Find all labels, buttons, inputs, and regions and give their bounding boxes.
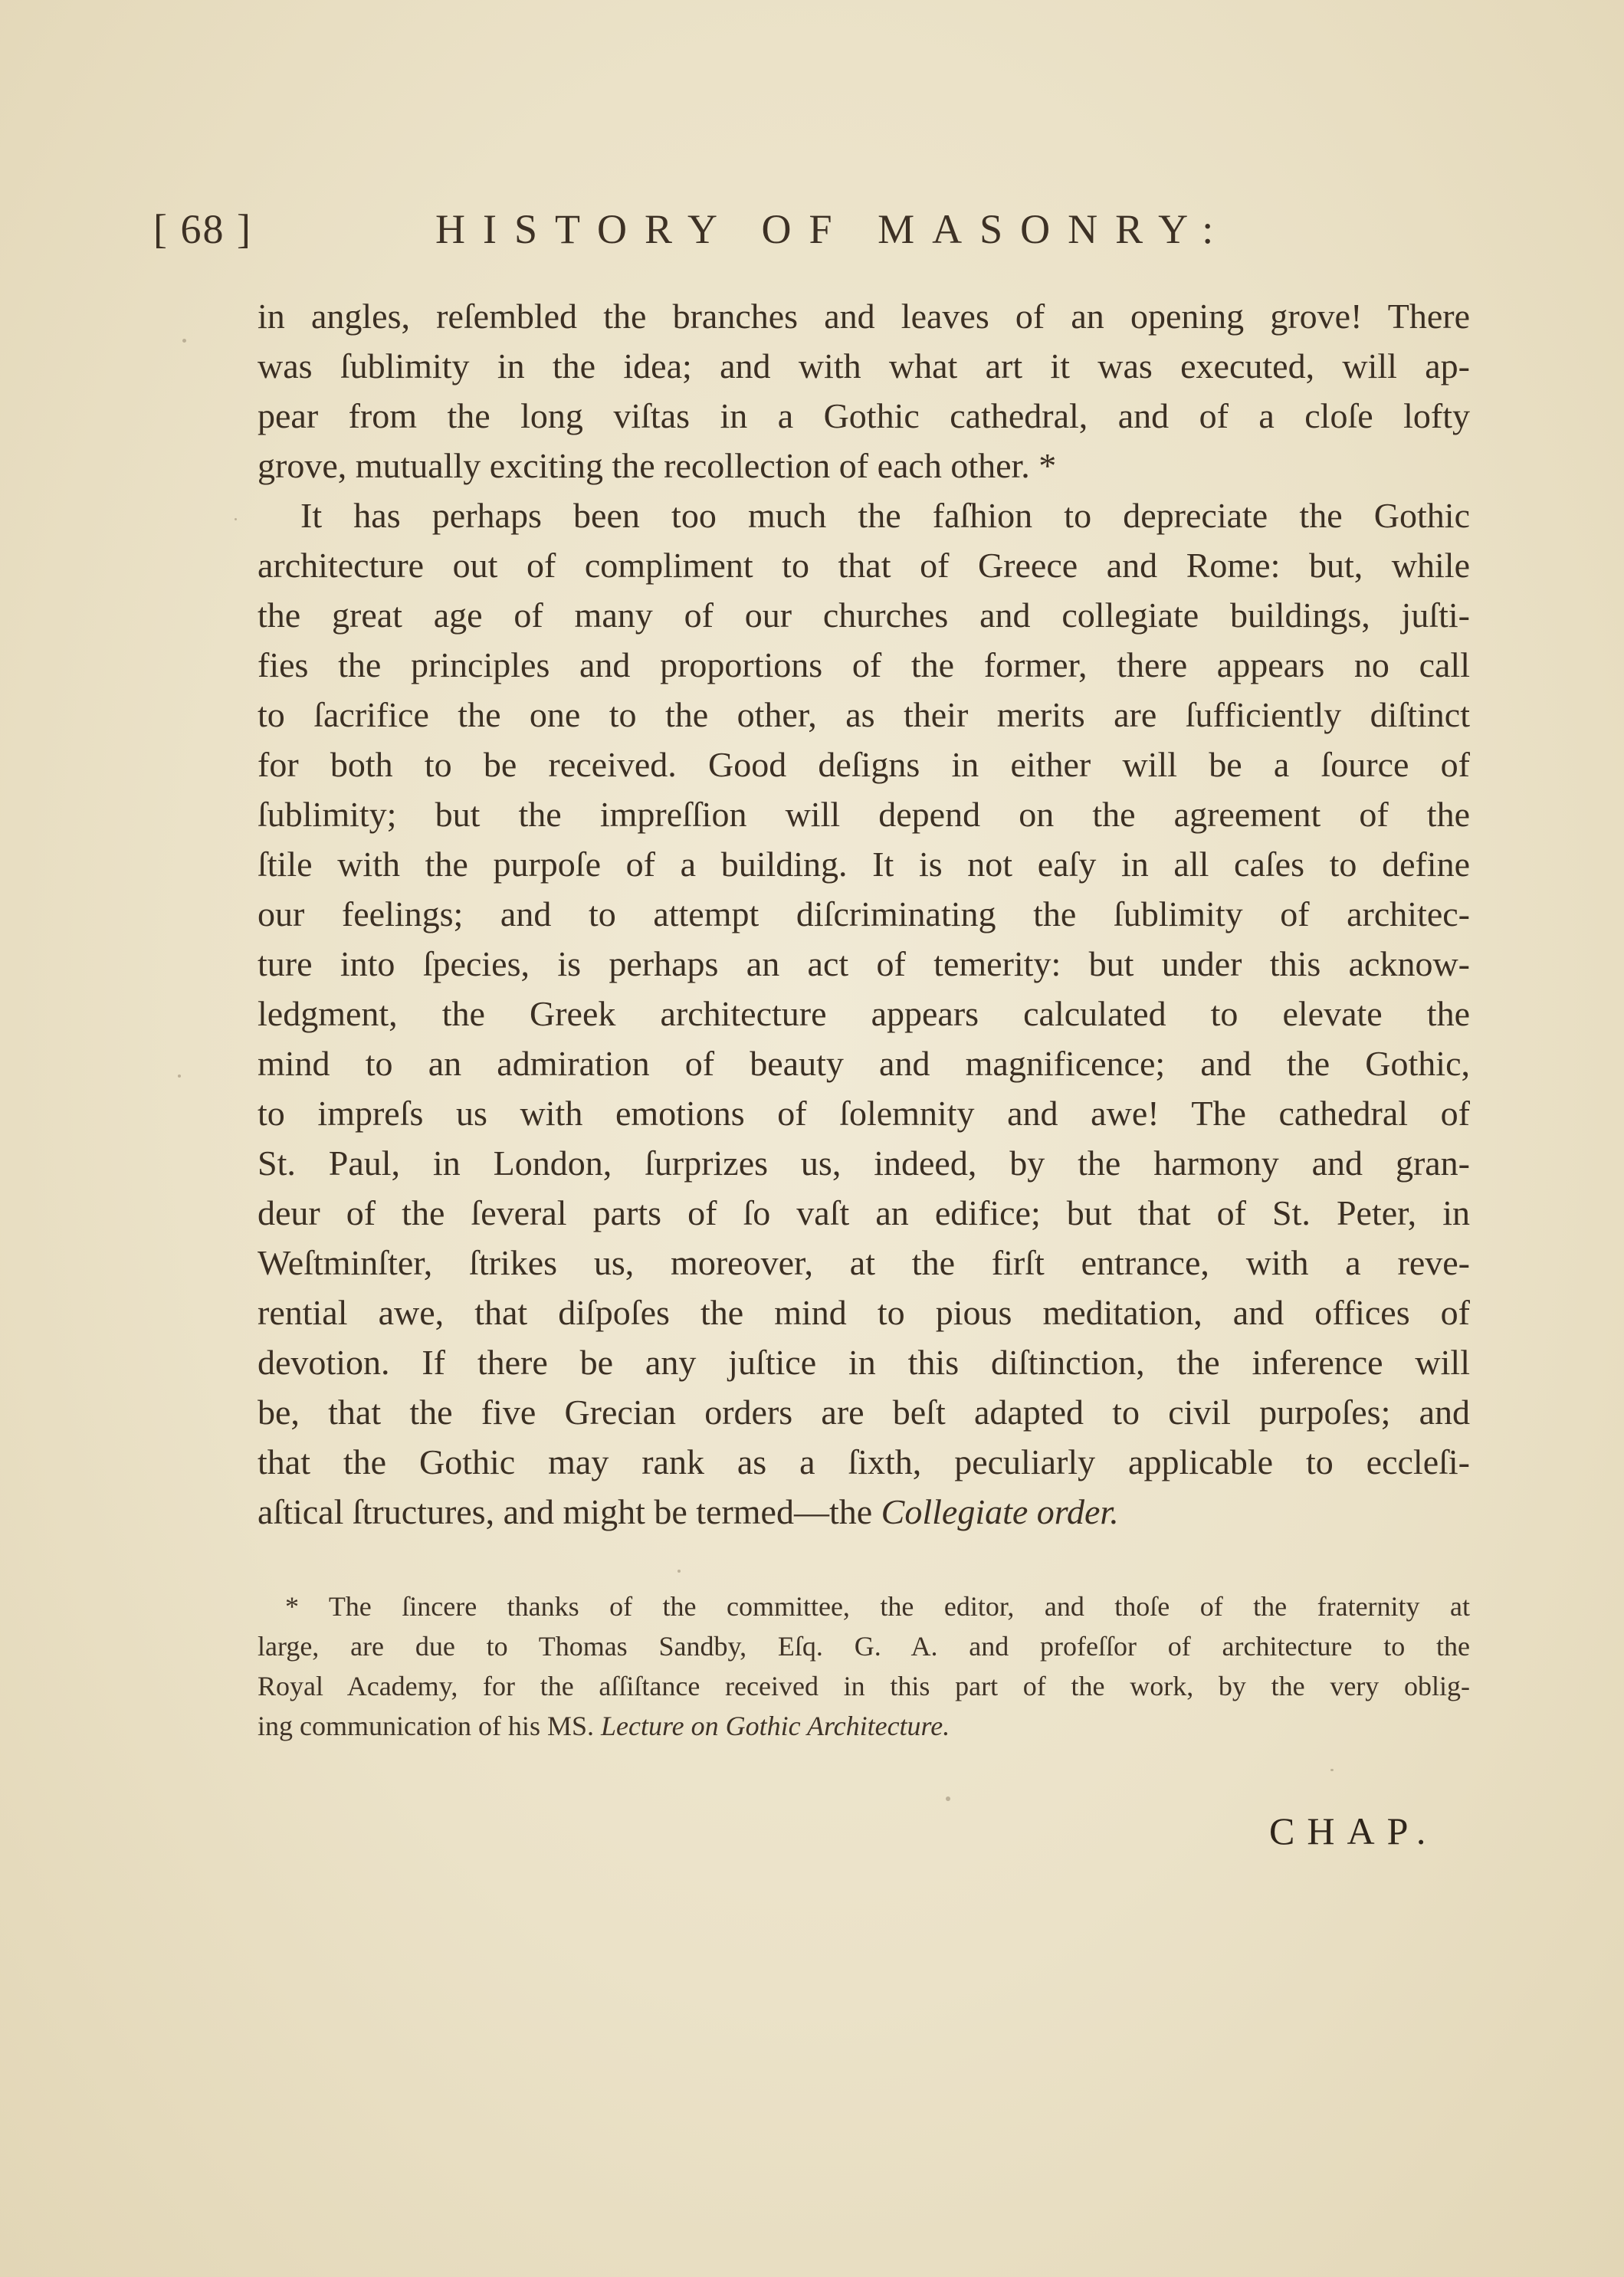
text-line: ledgment, the Greek architecture appears calculated to elevate the [258,994,1470,1033]
page-number: [ 68 ] [153,206,252,252]
footnote-italic-title: Lecture on Gothic Architecture. [600,1711,950,1741]
text-line: deur of the ſeveral parts of ſo vaſt an edifice; but that of St. Peter, in [258,1193,1470,1232]
text-line: St. Paul, in London, ſurprizes us, indeed, by the harmony and gran- [258,1143,1470,1183]
text-line: mind to an admiration of beauty and magnificence; and the Gothic, [258,1044,1470,1083]
text-line [258,1487,1470,1537]
text-line: that the Gothic may rank as a ſixth, peculiarly applicable to eccleſi- [258,1442,1470,1481]
running-title: HISTORY OF MASONRY: [435,206,1232,252]
text-line: Weſtminſter, ſtrikes us, moreover, at the firſt entrance, with a reve- [258,1243,1470,1282]
text-line: ſublimity; but the impreſſion will depend on the agreement of the [258,795,1470,834]
footnote-line: Royal Academy, for the aſſiſtance received in this part of the work, by the very oblig- [258,1671,1470,1701]
text-line: rential awe, that diſpoſes the mind to pious meditation, and offices of [258,1293,1470,1332]
paper-speck [235,518,237,520]
text-line: was ſublimity in the idea; and with what art it was executed, will ap- [258,346,1470,386]
text-line: the great age of many of our churches and collegiate buildings, juſti- [258,595,1470,635]
text-line: our feelings; and to attempt diſcriminating the ſublimity of architec- [258,894,1470,933]
text-line: It has perhaps been too much the faſhion to depreciate the Gothic [300,496,1470,535]
footnote-line: * The ſincere thanks of the committee, the editor, and thoſe of the fraternity at [285,1591,1470,1622]
footnote-line [258,1706,1470,1746]
paper-speck [946,1796,950,1801]
paper-speck [677,1570,681,1573]
text-line: ture into ſpecies, is perhaps an act of temerity: but under this acknow- [258,944,1470,983]
text-line: in angles, reſembled the branches and leaves of an opening grove! There [258,297,1470,336]
footnote-line-roman: ing communication of his MS. [258,1711,601,1741]
text-line: to ſacrifice the one to the other, as their merits are ſufficiently diſtinct [258,695,1470,734]
running-head [153,205,1471,267]
main-text [258,291,1470,1537]
text-line: grove, mutually exciting the recollection of each other. * [258,446,1057,485]
paper-speck [1330,1769,1334,1771]
text-line: architecture out of compliment to that of Greece and Rome: but, while [258,546,1470,585]
text-line-roman: aſtical ſtructures, and might be termed—the [258,1492,881,1531]
text-line: for both to be received. Good deſigns in either will be a ſource of [258,745,1470,784]
text-line: be, that the five Grecian orders are beſt adapted to civil purpoſes; and [258,1393,1470,1432]
italic-phrase: Collegiate order. [881,1492,1119,1531]
text-line: fies the principles and proportions of the former, there appears no call [258,645,1470,684]
text-line: ſtile with the purpoſe of a building. It is not eaſy in all caſes to define [258,845,1470,884]
paper-speck [178,1075,181,1078]
catchword: CHAP. [1269,1809,1439,1852]
footnote [258,1586,1470,1746]
text-line: devotion. If there be any juſtice in this diſtinction, the inference will [258,1343,1470,1382]
paper-speck [182,339,186,343]
text-line: to impreſs us with emotions of ſolemnity and awe! The cathedral of [258,1094,1470,1133]
footnote-line: large, are due to Thomas Sandby, Eſq. G. A. and profeſſor of architecture to the [258,1631,1470,1662]
text-line: pear from the long viſtas in a Gothic cathedral, and of a cloſe lofty [258,396,1470,435]
